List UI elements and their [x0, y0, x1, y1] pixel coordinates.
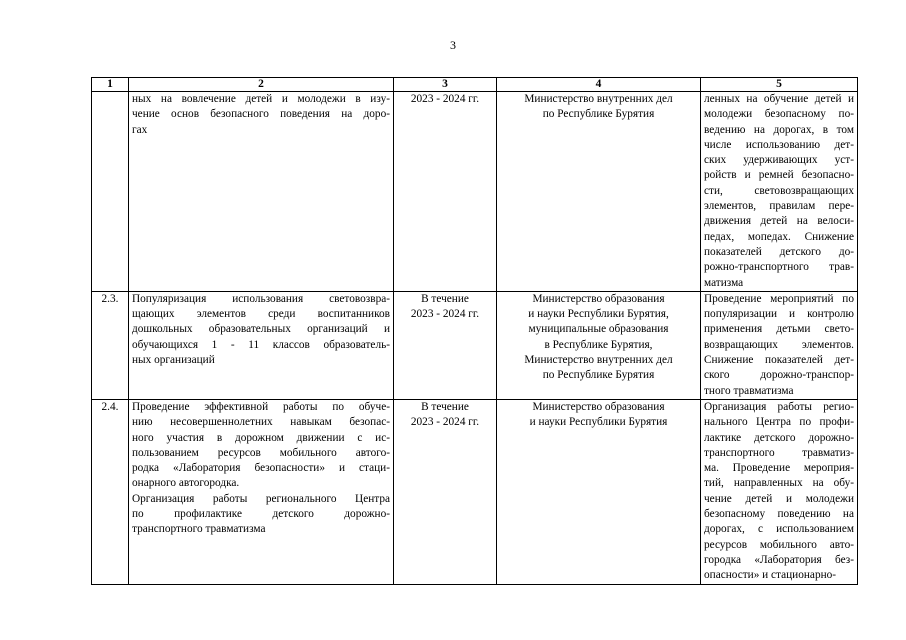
result-cell [701, 92, 858, 292]
cell-line: 2023 - 2024 гг. [410, 416, 480, 429]
result-cell [701, 399, 858, 584]
header-col-5: 5 [701, 78, 858, 92]
cell-line: Снижение показателей дет- [704, 354, 854, 367]
cell-line: пользованием ресурсов мобильного автого- [132, 446, 390, 459]
cell-line: гах [132, 123, 148, 136]
cell-line: ведению на дорогах, в том [704, 123, 854, 136]
executor-cell [497, 399, 701, 584]
row-number-cell: 2.3. [92, 291, 129, 399]
cell-line: муниципальные образования [528, 323, 669, 336]
cell-line: Организация работы регио- [704, 400, 854, 413]
cell-line: Министерство внутренних дел [524, 93, 673, 105]
cell-line: нального Центра по профи- [704, 416, 854, 429]
result-cell [701, 291, 858, 399]
row-number-cell: 2.4. [92, 399, 129, 584]
cell-line: В течение [421, 292, 469, 305]
page-number: 3 [450, 38, 456, 52]
activity-cell [129, 291, 394, 399]
header-row [92, 78, 858, 92]
cell-line: и науки Республики Бурятия, [528, 308, 669, 321]
period-cell [394, 92, 497, 292]
cell-line: Организация работы регионального Центра [132, 492, 390, 505]
cell-line: в Республике Бурятия, [544, 338, 653, 351]
cell-line: сти, световозвращающих [704, 184, 854, 197]
executor-cell [497, 291, 701, 399]
header-col-1: 1 [92, 78, 129, 92]
cell-line: показателей детского до- [704, 245, 854, 258]
cell-line: числе использованию дет- [704, 138, 854, 151]
activity-cell [129, 399, 394, 584]
cell-line: ных на вовлечение детей и молодежи в изу- [132, 93, 390, 105]
cell-line: лактике детского дорожно- [704, 431, 854, 444]
cell-line: онарного автогородка. [132, 477, 240, 490]
header-col-3: 3 [394, 78, 497, 92]
cell-line: ленных на обучение детей и [704, 93, 854, 105]
cell-line: городка «Лаборатория без- [704, 553, 854, 566]
cell-line: безопасному поведению на [704, 508, 854, 521]
cell-line: элементов, правилам пере- [704, 200, 854, 213]
cell-line: Министерство образования [532, 400, 665, 413]
cell-line: возвращающих элементов. [704, 338, 854, 351]
cell-line: ных организаций [132, 354, 215, 367]
period-cell [394, 399, 497, 584]
cell-line: 2023 - 2024 гг. [410, 93, 480, 105]
cell-line: ма. Проведение мероприя- [704, 462, 854, 475]
cell-line: дошкольных образовательных организаций и [132, 323, 390, 336]
cell-line: ских удерживающих уст- [704, 154, 854, 167]
cell-line: Министерство образования [532, 292, 665, 305]
activity-cell [129, 92, 394, 292]
cell-line: чение детей и молодежи [704, 492, 854, 505]
cell-line: по Республике Бурятия [542, 108, 655, 121]
cell-line: педах, мопедах. Снижение [704, 230, 854, 243]
cell-line: Министерство внутренних дел [524, 354, 673, 367]
cell-line: движения детей на велоси- [704, 215, 854, 228]
cell-line: 2023 - 2024 гг. [410, 308, 480, 321]
executor-cell [497, 92, 701, 292]
cell-line: по профилактике детского дорожно- [132, 508, 390, 521]
cell-line: популяризации и контролю [704, 308, 854, 321]
table-row [92, 291, 858, 399]
cell-line: В течение [421, 400, 469, 413]
cell-line: тного травматизма [704, 384, 794, 397]
cell-line: ройств и ремней безопасно- [704, 169, 854, 182]
cell-line: молодежи безопасному по- [704, 108, 854, 121]
table-row [92, 399, 858, 584]
measures-table [91, 77, 858, 585]
cell-line: щающих элементов среди воспитанников [132, 308, 390, 321]
cell-line: по Республике Бурятия [542, 369, 655, 382]
cell-line: нию несовершеннолетних навыкам безопас- [132, 416, 390, 429]
header-col-2: 2 [129, 78, 394, 92]
cell-line: родка «Лаборатория безопасности» и стаци- [132, 462, 390, 475]
cell-line: Проведение мероприятий по [704, 292, 854, 305]
cell-line: применения детьми свето- [704, 323, 854, 336]
cell-line: рожно-транспортного трав- [704, 261, 854, 274]
table-row [92, 92, 858, 292]
row-number-cell [92, 92, 129, 292]
cell-line: обучающихся 1 - 11 классов образователь- [132, 338, 390, 351]
cell-line: транспортного травматиз- [704, 446, 854, 459]
header-col-4: 4 [497, 78, 701, 92]
cell-line: дорогах, с использованием [704, 523, 854, 536]
cell-line: ресурсов мобильного авто- [704, 538, 854, 551]
cell-line: ского дорожно-транспор- [704, 369, 854, 382]
cell-line: и науки Республики Бурятия [529, 416, 668, 429]
cell-line: ного участия в дорожном движении с ис- [132, 431, 390, 444]
cell-line: тий, направленных на обу- [704, 477, 854, 490]
cell-line: матизма [704, 276, 744, 289]
cell-line: чение основ безопасного поведения на доро- [132, 108, 390, 121]
cell-line: Проведение эффективной работы по обуче- [132, 400, 390, 413]
cell-line: Популяризация использования световозвра- [132, 292, 390, 305]
cell-line: транспортного травматизма [132, 523, 266, 536]
period-cell [394, 291, 497, 399]
cell-line: опасности» и стационарно- [704, 569, 837, 582]
